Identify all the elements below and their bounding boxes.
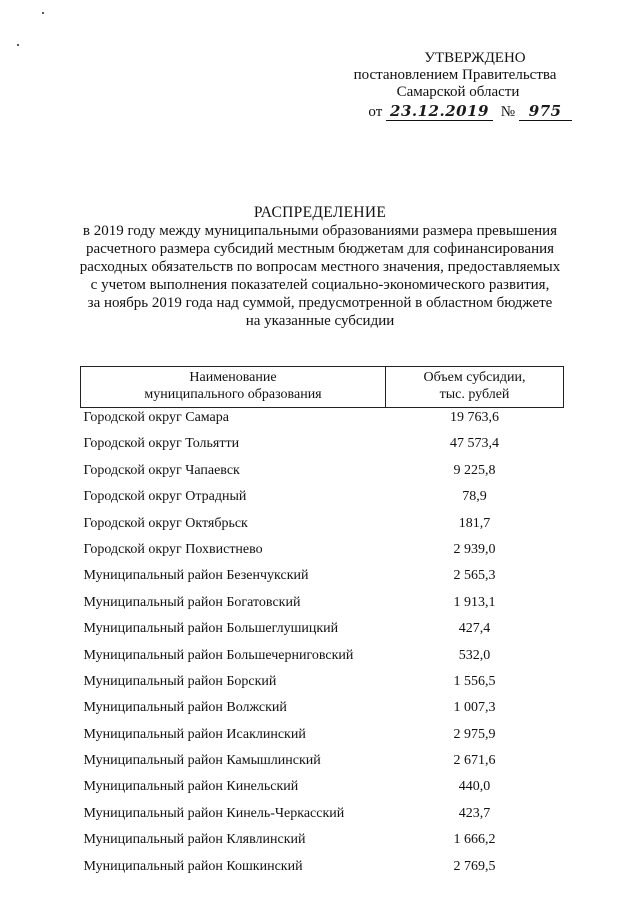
municipality-name: Городской округ Самара bbox=[83, 410, 229, 425]
subsidy-value: 1 556,5 bbox=[453, 673, 496, 689]
table-row bbox=[81, 487, 564, 513]
subsidy-value: 9 225,8 bbox=[453, 462, 496, 478]
number-prefix: № bbox=[500, 104, 516, 120]
subsidy-value: 2 975,9 bbox=[453, 726, 496, 742]
municipality-name: Муниципальный район Богатовский bbox=[83, 594, 301, 610]
municipality-name: Муниципальный район Исаклинский bbox=[83, 726, 306, 742]
date-handwritten: 23.12.2019 bbox=[386, 102, 493, 121]
table-body bbox=[81, 408, 564, 884]
municipality-name: Городской округ Тольятти bbox=[83, 436, 240, 452]
municipality-name: Городской округ Похвистнево bbox=[83, 541, 263, 557]
table-row bbox=[81, 804, 564, 830]
table-row bbox=[81, 514, 564, 540]
municipality-name: Муниципальный район Кинельский bbox=[83, 779, 299, 795]
table-row bbox=[81, 857, 564, 883]
municipality-name: Городской округ Отрадный bbox=[83, 489, 247, 505]
table-row bbox=[81, 408, 564, 435]
municipality-name: Муниципальный район Большечерниговский bbox=[83, 647, 354, 663]
number-handwritten: 975 bbox=[519, 102, 572, 121]
approval-line-2: Самарской области bbox=[396, 84, 520, 100]
subsidy-value: 2 939,0 bbox=[453, 541, 496, 557]
subsidy-table bbox=[80, 366, 564, 883]
table-row bbox=[81, 593, 564, 619]
municipality-name: Муниципальный район Безенчукский bbox=[83, 568, 309, 584]
header-name: Наименование муниципального образования bbox=[81, 367, 386, 408]
document-title bbox=[60, 204, 580, 330]
table-row bbox=[81, 725, 564, 751]
table-row bbox=[81, 434, 564, 460]
table-row bbox=[81, 461, 564, 487]
title-line: на указанные субсидии bbox=[245, 313, 395, 329]
subsidy-value: 440,0 bbox=[458, 779, 491, 795]
municipality-name: Муниципальный район Камышлинский bbox=[83, 753, 321, 769]
municipality-name: Муниципальный район Кинель-Черкасский bbox=[83, 805, 345, 821]
subsidy-value: 181,7 bbox=[458, 515, 491, 531]
municipality-name: Городской округ Октябрьск bbox=[83, 515, 248, 531]
approval-status: УТВЕРЖДЕНО bbox=[424, 50, 526, 66]
subsidy-value: 78,9 bbox=[462, 489, 487, 505]
title-line: в 2019 году между муниципальными образованиями размера превышения bbox=[82, 223, 558, 239]
table-header-row bbox=[81, 367, 564, 408]
subsidy-value: 2 565,3 bbox=[453, 568, 496, 584]
table-row bbox=[81, 672, 564, 698]
approval-line-1: постановлением Правительства bbox=[353, 67, 557, 83]
scan-dot bbox=[42, 12, 44, 14]
date-prefix: от bbox=[368, 104, 383, 120]
municipality-name: Городской округ Чапаевск bbox=[83, 462, 240, 478]
table-row bbox=[81, 540, 564, 566]
table-row bbox=[81, 751, 564, 777]
header-value: Объем субсидии, тыс. рублей bbox=[386, 367, 564, 408]
municipality-name: Муниципальный район Борский bbox=[83, 673, 277, 689]
title-line: за ноябрь 2019 года над суммой, предусмотренной в областном бюджете bbox=[87, 295, 553, 311]
approval-block bbox=[330, 50, 580, 121]
table-row bbox=[81, 777, 564, 803]
table-row bbox=[81, 646, 564, 672]
subsidy-value: 427,4 bbox=[458, 621, 491, 637]
subsidy-value: 532,0 bbox=[458, 647, 491, 663]
subsidy-value: 1 913,1 bbox=[453, 594, 496, 610]
title-heading: РАСПРЕДЕЛЕНИЕ bbox=[253, 204, 387, 221]
table-row bbox=[81, 619, 564, 645]
table-row bbox=[81, 830, 564, 856]
title-line: расходных обязательств по вопросам местного значения, предоставляемых bbox=[79, 259, 561, 275]
subsidy-value: 1 666,2 bbox=[453, 832, 496, 848]
table-row bbox=[81, 698, 564, 724]
title-line: расчетного размера субсидий местным бюджетам для софинансирования bbox=[85, 241, 555, 257]
table-row bbox=[81, 566, 564, 592]
municipality-name: Муниципальный район Волжский bbox=[83, 700, 287, 716]
subsidy-value: 2 769,5 bbox=[453, 858, 496, 874]
subsidy-value: 47 573,4 bbox=[450, 436, 499, 452]
subsidy-value: 2 671,6 bbox=[453, 753, 496, 769]
scan-dot bbox=[17, 44, 19, 46]
municipality-name: Муниципальный район Кошкинский bbox=[83, 858, 303, 874]
subsidy-value: 423,7 bbox=[458, 805, 491, 821]
subsidy-value: 1 007,3 bbox=[453, 700, 496, 716]
municipality-name: Муниципальный район Клявлинский bbox=[83, 832, 306, 848]
municipality-name: Муниципальный район Большеглушицкий bbox=[83, 621, 339, 637]
title-line: с учетом выполнения показателей социально-экономического развития, bbox=[90, 277, 550, 293]
subsidy-value: 19 763,6 bbox=[450, 410, 499, 425]
approval-date-number bbox=[360, 103, 580, 121]
